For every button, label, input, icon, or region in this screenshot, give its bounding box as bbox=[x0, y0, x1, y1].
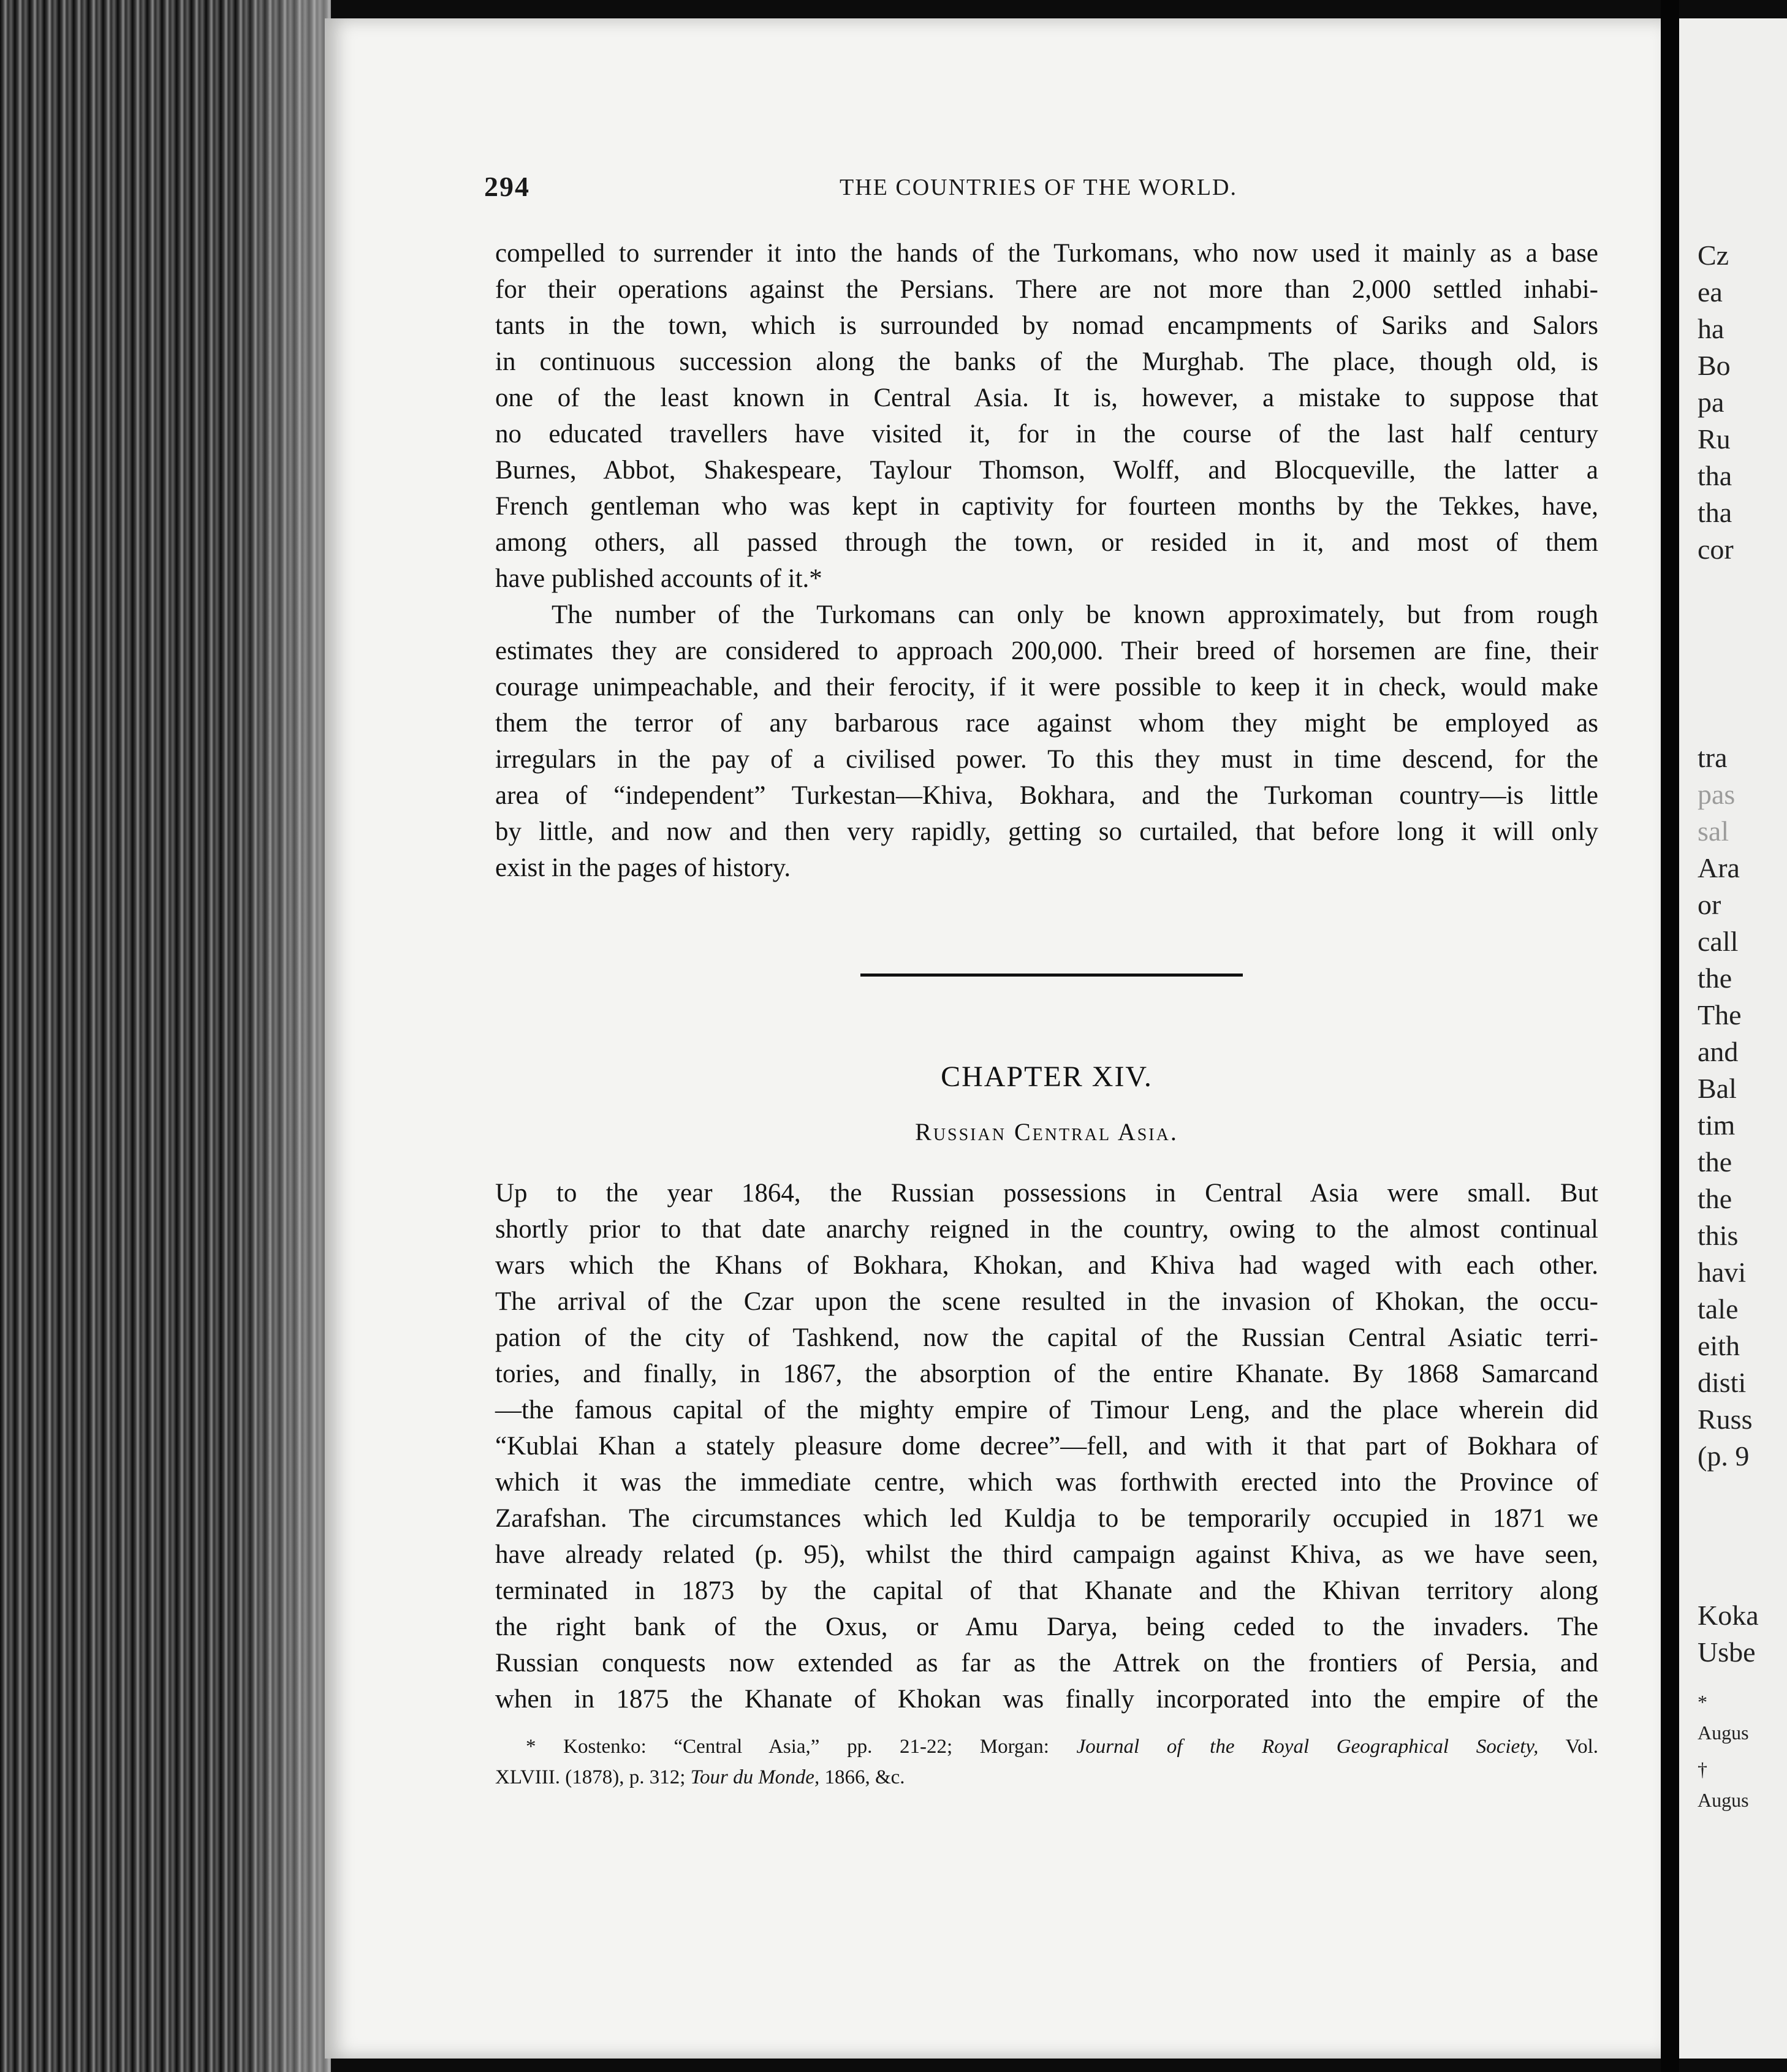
text-line: tants in the town, which is surrounded by nomad encampments of Sariks and Salors bbox=[495, 311, 1598, 340]
text-line: compelled to surrender it into the hands of the Turkomans, who now used it mainly as a base bbox=[495, 239, 1598, 268]
facing-text: call bbox=[1698, 926, 1739, 957]
text-line: The number of the Turkomans can only be known approximately, but from rough bbox=[552, 600, 1598, 629]
facing-text: The bbox=[1698, 999, 1742, 1030]
facing-text: Russ bbox=[1698, 1404, 1753, 1435]
text-line: —the famous capital of the mighty empire of Timour Leng, and the place wherein did bbox=[495, 1396, 1598, 1424]
facing-text: disti bbox=[1698, 1367, 1747, 1398]
text-line: French gentleman who was kept in captivity for fourteen months by the Tekkes, have, bbox=[495, 492, 1598, 521]
facing-text: the bbox=[1698, 1146, 1732, 1178]
running-head bbox=[484, 170, 1599, 207]
facing-text: Usbe bbox=[1698, 1636, 1756, 1668]
facing-text: this bbox=[1698, 1220, 1739, 1251]
facing-text: tim bbox=[1698, 1110, 1736, 1141]
paragraph-turkomans bbox=[495, 597, 1598, 886]
text-line: by little, and now and then very rapidly, getting so curtailed, that before long it will only bbox=[495, 817, 1598, 846]
facing-text: the bbox=[1698, 962, 1732, 994]
paragraph-merv bbox=[495, 235, 1598, 597]
text-line: courage unimpeachable, and their ferocity, if it were possible to keep it in check, would make bbox=[495, 673, 1598, 701]
facing-text: tale bbox=[1698, 1293, 1739, 1325]
section-rule bbox=[860, 974, 1243, 977]
facing-text: havi bbox=[1698, 1257, 1747, 1288]
facing-text: tha bbox=[1698, 497, 1732, 528]
facing-text: † bbox=[1698, 1758, 1707, 1780]
footnote bbox=[495, 1731, 1598, 1793]
facing-text: (p. 9 bbox=[1698, 1440, 1750, 1472]
facing-text: eith bbox=[1698, 1330, 1740, 1361]
facing-text: Augus bbox=[1698, 1722, 1749, 1744]
facing-text: Augus bbox=[1698, 1789, 1749, 1811]
text-line: when in 1875 the Khanate of Khokan was finally incorporated into the empire of the bbox=[495, 1685, 1598, 1714]
chapter-title: Russian Central Asia. bbox=[915, 1118, 1178, 1146]
footnote-text: * Kostenko: “Central Asia,” pp. 21-22; Morgan: bbox=[526, 1736, 1049, 1758]
facing-text: Koka bbox=[1698, 1600, 1759, 1631]
text-line: exist in the pages of history. bbox=[495, 853, 791, 882]
footnote-line bbox=[495, 1762, 1598, 1793]
text-line: for their operations against the Persians. There are not more than 2,000 settled inhabi- bbox=[495, 275, 1598, 304]
text-line: one of the least known in Central Asia. It is, however, a mistake to suppose that bbox=[495, 384, 1598, 412]
facing-text: Ru bbox=[1698, 423, 1731, 455]
facing-text: tha bbox=[1698, 460, 1732, 491]
facing-text: the bbox=[1698, 1183, 1732, 1214]
text-line: estimates they are considered to approach 200,000. Their breed of horsemen are fine, their bbox=[495, 637, 1598, 665]
facing-text: Cz bbox=[1698, 240, 1729, 271]
text-line: pation of the city of Tashkend, now the capital of the Russian Central Asiatic terri- bbox=[495, 1323, 1598, 1352]
facing-text: sal bbox=[1698, 815, 1729, 847]
facing-text: Ara bbox=[1698, 852, 1740, 883]
text-line: no educated travellers have visited it, for in the course of the last half century bbox=[495, 420, 1598, 448]
text-line: tories, and finally, in 1867, the absorption of the entire Khanate. By 1868 Samarcand bbox=[495, 1359, 1598, 1388]
facing-text: tra bbox=[1698, 742, 1728, 773]
facing-text: pas bbox=[1698, 779, 1736, 810]
text-line: among others, all passed through the town, or resided in it, and most of them bbox=[495, 528, 1598, 557]
text-line: The arrival of the Czar upon the scene resulted in the invasion of Khokan, the occu- bbox=[495, 1287, 1598, 1316]
facing-text: ea bbox=[1698, 276, 1723, 308]
text-line: terminated in 1873 by the capital of that Khanate and the Khivan territory along bbox=[495, 1576, 1598, 1605]
running-title: THE COUNTRIES OF THE WORLD. bbox=[840, 175, 1237, 200]
facing-text: * bbox=[1698, 1691, 1707, 1713]
text-line: area of “independent” Turkestan—Khiva, Bokhara, and the Turkoman country—is little bbox=[495, 781, 1598, 810]
text-line: shortly prior to that date anarchy reigned in the country, owing to the almost continual bbox=[495, 1215, 1598, 1244]
page-number: 294 bbox=[484, 171, 530, 202]
footnote-text: 1866, &c. bbox=[824, 1766, 905, 1788]
text-line: them the terror of any barbarous race against whom they might be employed as bbox=[495, 709, 1598, 738]
paragraph-russian-central-asia bbox=[495, 1175, 1598, 1717]
text-line: the right bank of the Oxus, or Amu Darya, being ceded to the invaders. The bbox=[495, 1613, 1598, 1641]
text-line: irregulars in the pay of a civilised power. To this they must in time descend, for the bbox=[495, 745, 1598, 774]
text-line: wars which the Khans of Bokhara, Khokan, and Khiva had waged with each other. bbox=[495, 1251, 1598, 1280]
text-line: in continuous succession along the banks of the Murghab. The place, though old, is bbox=[495, 347, 1598, 376]
facing-text: and bbox=[1698, 1036, 1739, 1067]
text-line: have published accounts of it.* bbox=[495, 564, 822, 593]
facing-text: Bo bbox=[1698, 350, 1731, 381]
facing-text: cor bbox=[1698, 534, 1734, 565]
footnote-journal: Journal of the Royal Geographical Society, bbox=[1076, 1736, 1539, 1758]
footnote-line bbox=[495, 1731, 1598, 1762]
facing-text: or bbox=[1698, 889, 1721, 920]
book-edge-shading bbox=[233, 0, 331, 2072]
facing-text: pa bbox=[1698, 387, 1724, 418]
text-line: “Kublai Khan a stately pleasure dome decree”—fell, and with it that part of Bokhara of bbox=[495, 1432, 1598, 1461]
text-line: which it was the immediate centre, which was forthwith erected into the Province of bbox=[495, 1468, 1598, 1497]
footnote-text: XLVIII. (1878), p. 312; bbox=[495, 1766, 686, 1788]
chapter-heading: CHAPTER XIV. bbox=[941, 1061, 1153, 1093]
text-line: Zarafshan. The circumstances which led Kuldja to be temporarily occupied in 1871 we bbox=[495, 1504, 1598, 1533]
text-line: Up to the year 1864, the Russian possessions in Central Asia were small. But bbox=[495, 1179, 1598, 1208]
facing-page-fragment bbox=[1679, 18, 1787, 2059]
facing-text: Bal bbox=[1698, 1073, 1737, 1104]
footnote-journal: Tour du Monde, bbox=[690, 1766, 820, 1788]
footnote-text: Vol. bbox=[1565, 1736, 1598, 1758]
text-line: have already related (p. 95), whilst the third campaign against Khiva, as we have seen, bbox=[495, 1540, 1598, 1569]
book-gutter bbox=[1661, 0, 1679, 2072]
text-line: Burnes, Abbot, Shakespeare, Taylour Thomson, Wolff, and Blocqueville, the latter a bbox=[495, 456, 1598, 485]
facing-text: ha bbox=[1698, 313, 1724, 344]
text-line: Russian conquests now extended as far as the Attrek on the frontiers of Persia, and bbox=[495, 1649, 1598, 1677]
